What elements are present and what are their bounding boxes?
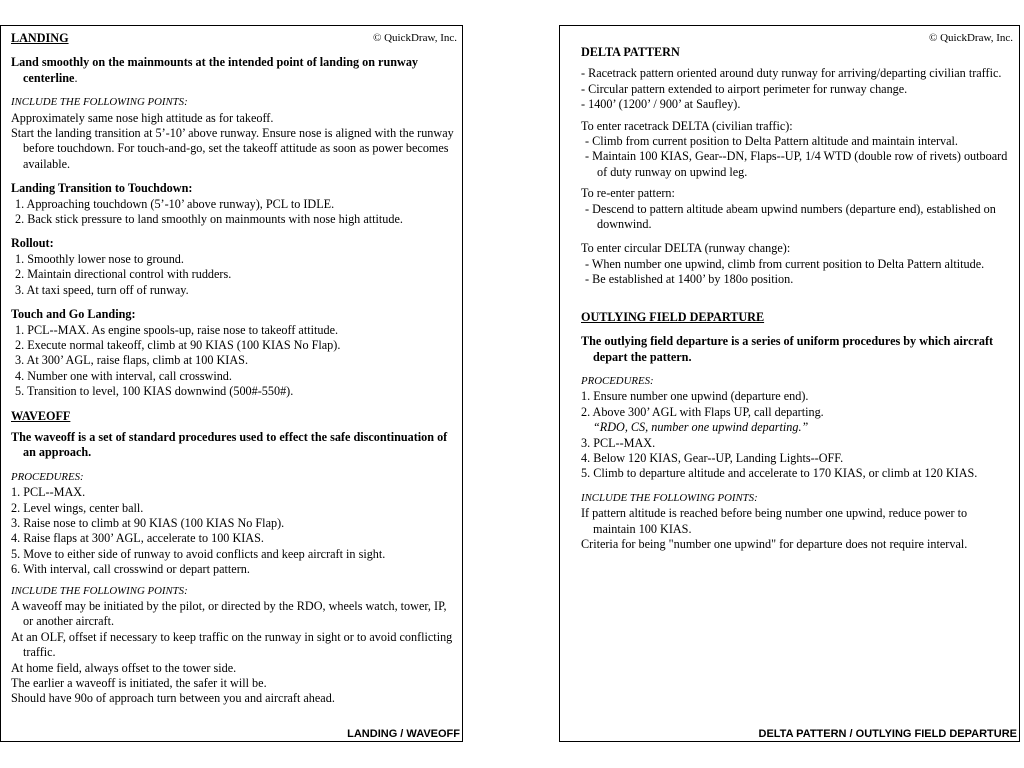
waveoff-procedure: 4. Raise flaps at 300’ AGL, accelerate to 100 KIAS. bbox=[11, 531, 264, 546]
include-point: Approximately same nose high attitude as for takeoff. bbox=[11, 110, 274, 125]
rollout-item: 2. Maintain directional control with rudders. bbox=[15, 267, 232, 282]
olf-procedure: 3. PCL--MAX. bbox=[581, 435, 656, 450]
touch-and-go-item: 2. Execute normal takeoff, climb at 90 KIAS (100 KIAS No Flap). bbox=[15, 337, 341, 352]
copyright-notice: © QuickDraw, Inc. bbox=[928, 32, 1013, 44]
circular-item: - When number one upwind, climb from current position to Delta Pattern altitude. bbox=[585, 256, 985, 271]
waveoff-procedure: 2. Level wings, center ball. bbox=[11, 500, 144, 515]
waveoff-title: WAVEOFF bbox=[11, 408, 71, 423]
olf-point: Criteria for being "number one upwind" for departure does not require interval. bbox=[581, 536, 968, 551]
waveoff-point: Should have 90o of approach turn between you and aircraft ahead. bbox=[11, 691, 335, 706]
landing-title: LANDING bbox=[11, 31, 69, 45]
include-header: INCLUDE THE FOLLOWING POINTS: bbox=[11, 96, 188, 109]
olf-intro: The outlying field departure is a series of uniform procedures by which aircraft depart the pattern. bbox=[581, 334, 994, 364]
copyright-notice: © QuickDraw, Inc. bbox=[372, 32, 457, 44]
reenter-header: To re-enter pattern: bbox=[581, 186, 675, 201]
olf-procedure: 5. Climb to departure altitude and accelerate to 170 KIAS, or climb at 120 KIAS. bbox=[581, 466, 978, 481]
racetrack-item: - Climb from current position to Delta Pattern altitude and maintain interval. bbox=[585, 134, 958, 149]
waveoff-procedure: 3. Raise nose to climb at 90 KIAS (100 KIAS No Flap). bbox=[11, 515, 285, 530]
delta-item: - Racetrack pattern oriented around duty runway for arriving/departing civilian traffic. bbox=[581, 66, 1002, 81]
delta-item: - 1400’ (1200’ / 900’ at Saufley). bbox=[581, 97, 741, 112]
olf-procedure: 4. Below 120 KIAS, Gear--UP, Landing Lights--OFF. bbox=[581, 450, 844, 465]
touch-and-go-item: 3. At 300’ AGL, raise flaps, climb at 100 KIAS. bbox=[15, 353, 248, 368]
landing-intro-text: Land smoothly on the mainmounts at the intended point of landing on runway centerline bbox=[11, 55, 419, 85]
procedures-header: PROCEDURES: bbox=[581, 374, 654, 387]
olf-procedure: 1. Ensure number one upwind (departure end). bbox=[581, 389, 809, 404]
reenter-item: - Descend to pattern altitude abeam upwind numbers (departure end), established on downwind. bbox=[585, 201, 996, 232]
landing-intro bbox=[11, 55, 454, 86]
olf-include-header: INCLUDE THE FOLLOWING POINTS: bbox=[581, 491, 758, 504]
right-page-content bbox=[581, 45, 1011, 552]
waveoff-point: The earlier a waveoff is initiated, the safer it will be. bbox=[11, 676, 267, 691]
circular-header: To enter circular DELTA (runway change): bbox=[581, 241, 791, 256]
delta-item: - Circular pattern extended to airport perimeter for runway change. bbox=[581, 81, 908, 96]
olf-procedure: 2. Above 300’ AGL with Flaps UP, call departing. bbox=[581, 404, 824, 419]
waveoff-procedure: 5. Move to either side of runway to avoid conflicts and keep aircraft in sight. bbox=[11, 546, 386, 561]
include-point: Start the landing transition at 5’-10’ above runway. Ensure nose is aligned with the runway before touchdown. For touch-and-go, set the takeoff attitude as soon as power becomes available. bbox=[11, 126, 454, 171]
rollout-item: 3. At taxi speed, turn off of runway. bbox=[15, 282, 189, 297]
waveoff-include-header: INCLUDE THE FOLLOWING POINTS: bbox=[11, 584, 188, 597]
circular-item bbox=[581, 272, 1011, 287]
circular-item-text: - Be established at 1400’ by 180o position. bbox=[585, 272, 794, 287]
transition-item: 2. Back stick pressure to land smoothly on mainmounts with nose high attitude. bbox=[15, 212, 403, 227]
left-page bbox=[0, 25, 463, 742]
olf-radio-call: “RDO, CS, number one upwind departing.” bbox=[593, 420, 809, 435]
procedures-header: PROCEDURES: bbox=[11, 470, 84, 483]
rollout-header: Rollout: bbox=[11, 236, 54, 251]
left-page-content bbox=[11, 31, 454, 707]
waveoff-intro: The waveoff is a set of standard procedures used to effect the safe discontinuation of an approach. bbox=[11, 429, 448, 460]
touch-and-go-item: 1. PCL--MAX. As engine spools-up, raise nose to takeoff attitude. bbox=[15, 322, 339, 337]
touch-and-go-item: 4. Number one with interval, call crosswind. bbox=[15, 368, 232, 383]
transition-header: Landing Transition to Touchdown: bbox=[11, 181, 193, 196]
touch-and-go-item: 5. Transition to level, 100 KIAS downwind (500#-550#). bbox=[15, 384, 294, 399]
waveoff-procedure: 1. PCL--MAX. bbox=[11, 485, 86, 500]
waveoff-procedure: 6. With interval, call crosswind or depart pattern. bbox=[11, 562, 250, 577]
page-footer-title: DELTA PATTERN / OUTLYING FIELD DEPARTURE bbox=[756, 728, 1018, 740]
rollout-item: 1. Smoothly lower nose to ground. bbox=[15, 251, 184, 266]
delta-pattern-title: DELTA PATTERN bbox=[581, 45, 680, 59]
transition-item: 1. Approaching touchdown (5’-10’ above runway), PCL to IDLE. bbox=[15, 196, 335, 211]
waveoff-point: At home field, always offset to the tower side. bbox=[11, 660, 237, 675]
waveoff-point: At an OLF, offset if necessary to keep traffic on the runway in sight or to avoid conflicting traffic. bbox=[11, 629, 453, 660]
touch-and-go-header: Touch and Go Landing: bbox=[11, 307, 136, 322]
right-page bbox=[559, 25, 1020, 742]
olf-point: If pattern altitude is reached before being number one upwind, reduce power to maintain 100 KIAS. bbox=[581, 506, 968, 536]
olf-departure-title: OUTLYING FIELD DEPARTURE bbox=[581, 309, 765, 324]
racetrack-header: To enter racetrack DELTA (civilian traffic): bbox=[581, 118, 793, 133]
waveoff-point: A waveoff may be initiated by the pilot, or directed by the RDO, wheels watch, tower, IP, or another aircraft. bbox=[11, 599, 447, 629]
racetrack-item: - Maintain 100 KIAS, Gear--DN, Flaps--UP, 1/4 WTD (double row of rivets) outboard of duty runway on upwind leg. bbox=[585, 149, 1008, 179]
page-footer-title: LANDING / WAVEOFF bbox=[344, 728, 460, 740]
landing-intro-period: . bbox=[74, 70, 78, 85]
